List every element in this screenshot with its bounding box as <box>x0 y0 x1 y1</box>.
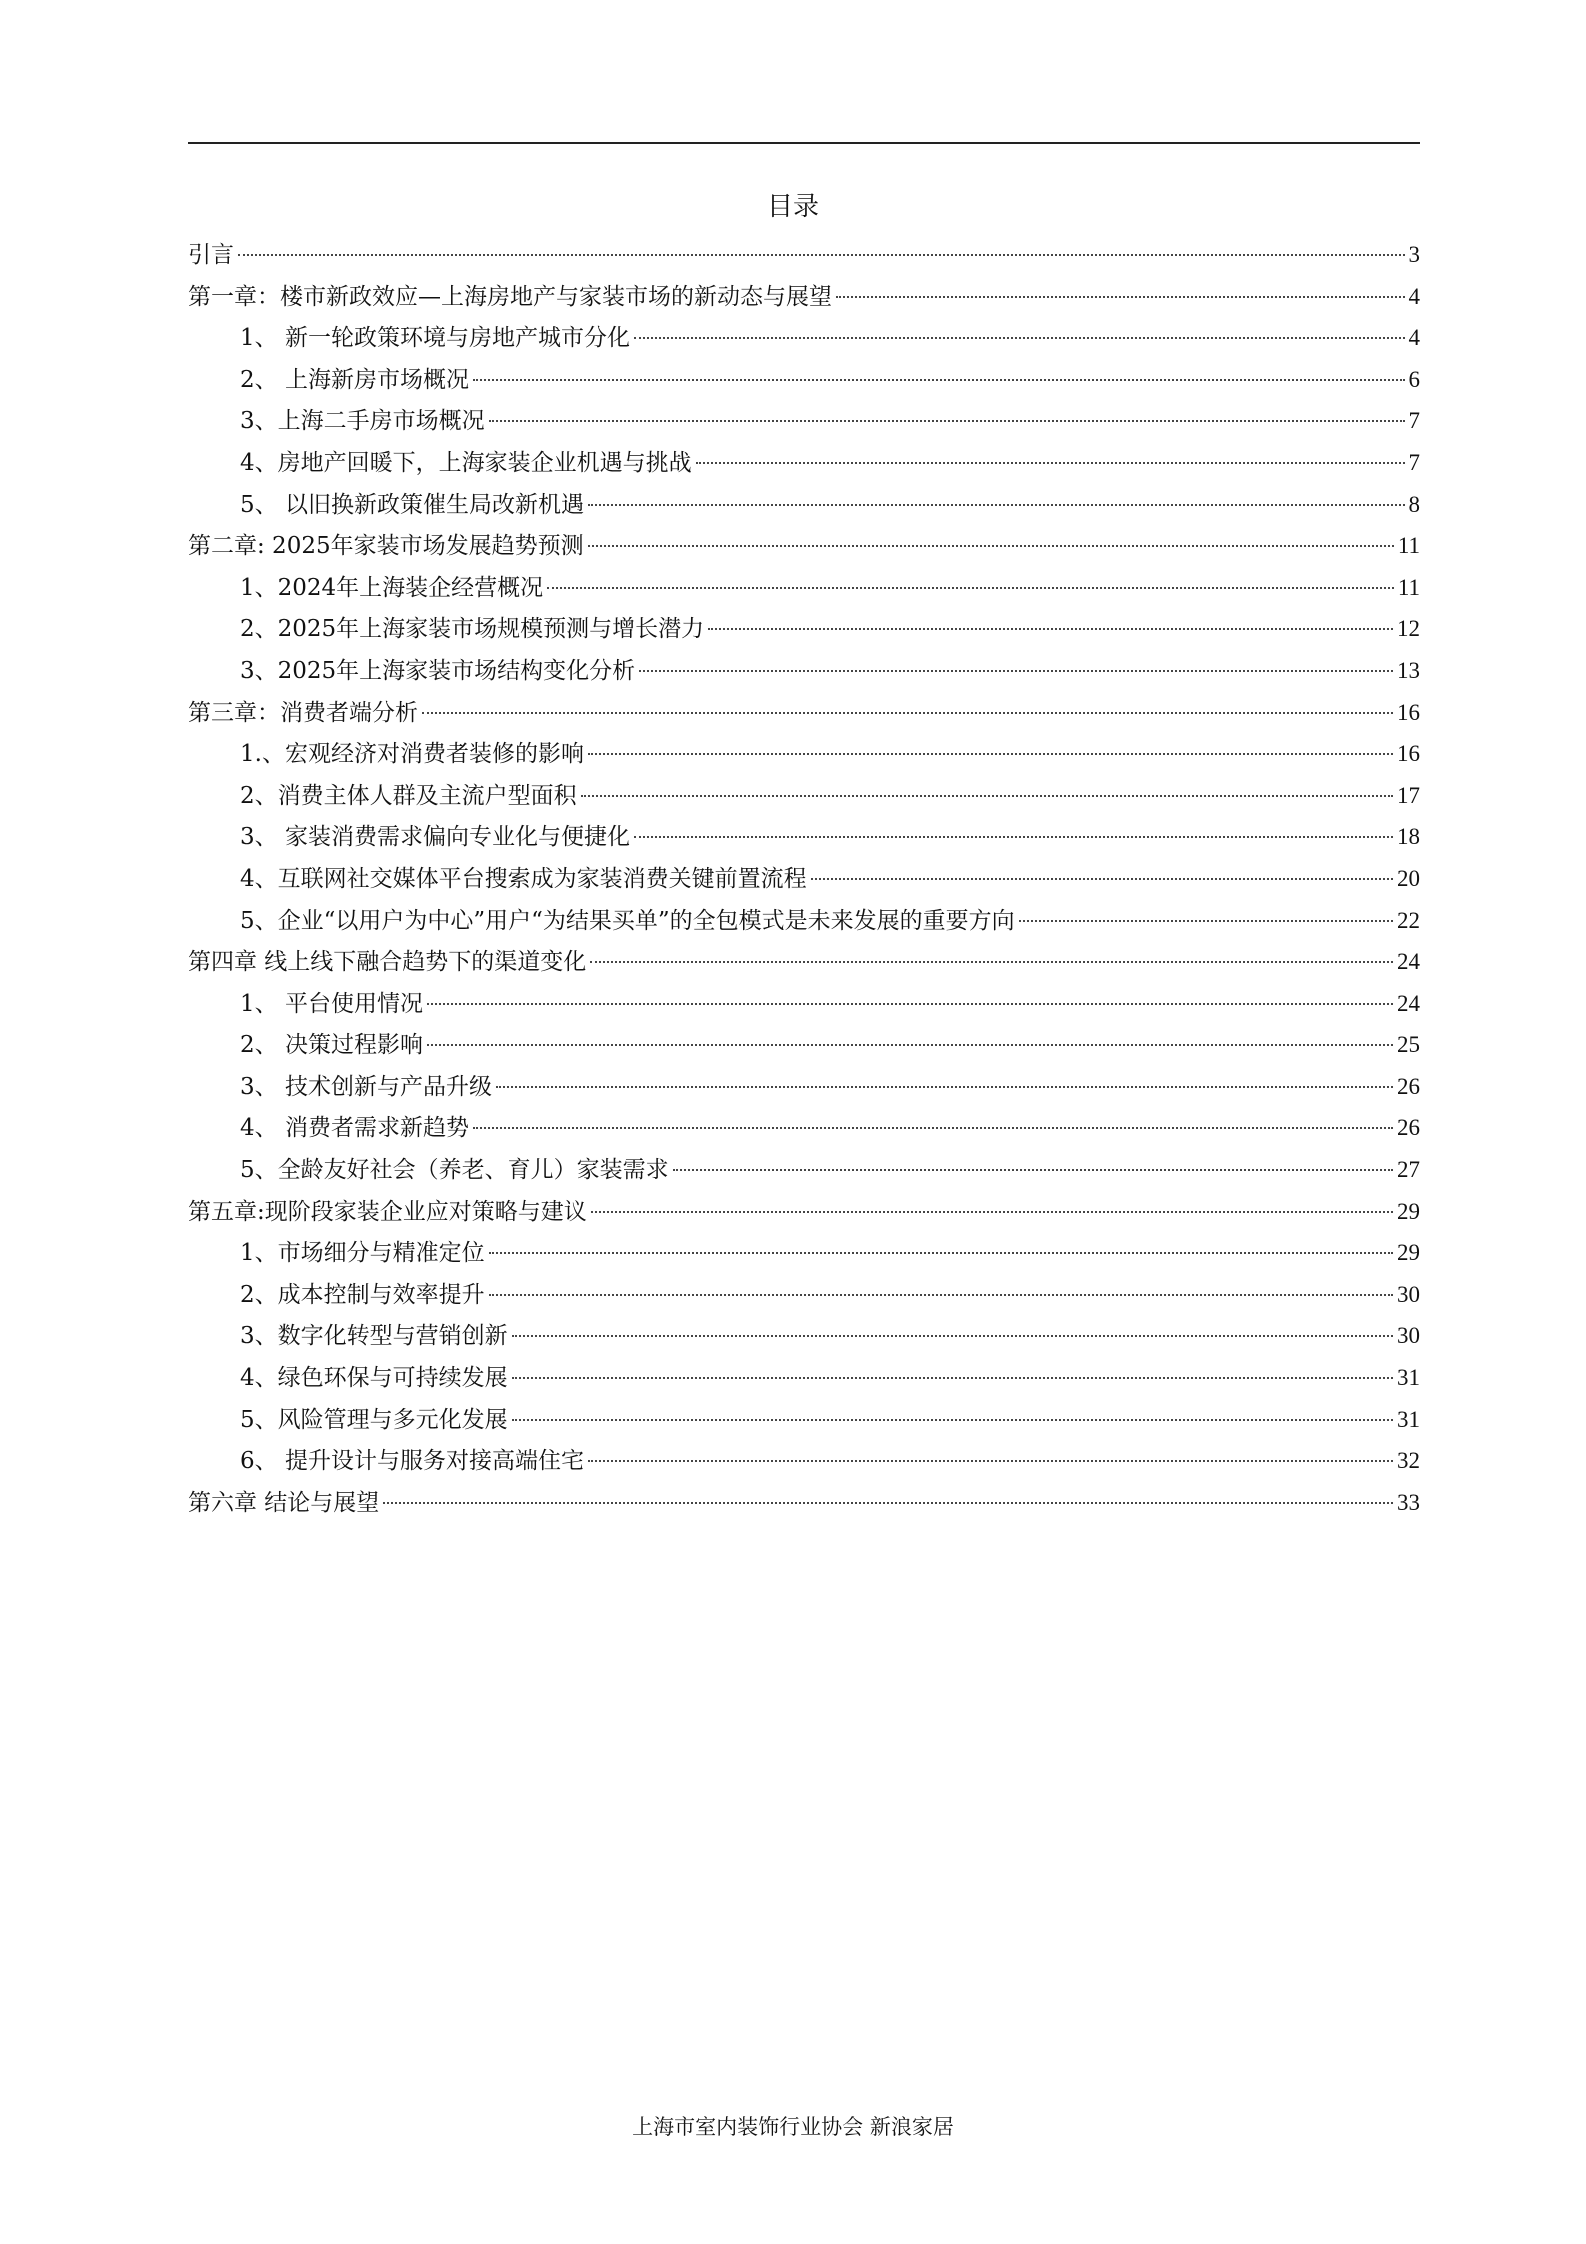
toc-chapter-entry[interactable] <box>188 525 1420 567</box>
toc-subentry[interactable] <box>188 1232 1420 1274</box>
toc-subentry[interactable] <box>188 1024 1420 1066</box>
toc-page-number: 12 <box>1397 616 1420 642</box>
dot-leader <box>1019 919 1393 922</box>
dot-leader <box>581 794 1393 797</box>
toc-entry-title: 5、全龄友好社会（养老、育儿）家装需求 <box>240 1157 669 1184</box>
dot-leader <box>238 253 1405 256</box>
toc-subentry[interactable] <box>188 1149 1420 1191</box>
toc-subentry[interactable] <box>188 1315 1420 1357</box>
toc-subentry[interactable] <box>188 858 1420 900</box>
dot-leader <box>588 544 1394 547</box>
dot-leader <box>489 1293 1393 1296</box>
dot-leader <box>512 1418 1393 1421</box>
toc-page-number: 27 <box>1397 1157 1420 1183</box>
toc-entry-title: 1.、宏观经济对消费者装修的影响 <box>240 741 584 768</box>
toc-chapter-entry[interactable] <box>188 941 1420 983</box>
toc-entry-title: 1、 新一轮政策环境与房地产城市分化 <box>240 325 630 352</box>
toc-subentry[interactable] <box>188 317 1420 359</box>
dot-leader <box>696 461 1405 464</box>
dot-leader <box>512 1334 1393 1337</box>
toc-subentry[interactable] <box>188 650 1420 692</box>
toc-entry-title: 1、 平台使用情况 <box>240 990 423 1017</box>
toc-entry-title: 第一章：楼市新政效应—上海房地产与家装市场的新动态与展望 <box>188 283 832 310</box>
toc-entry-title: 1、2024年上海装企经营概况 <box>240 574 544 601</box>
toc-page-number: 3 <box>1408 242 1420 267</box>
dot-leader <box>547 586 1394 589</box>
toc-page-number: 7 <box>1408 449 1420 475</box>
dot-leader <box>427 1043 1393 1046</box>
dot-leader <box>708 627 1393 630</box>
toc-page-number: 29 <box>1397 1198 1420 1224</box>
toc-subentry[interactable] <box>188 775 1420 817</box>
dot-leader <box>634 835 1393 838</box>
dot-leader <box>591 1210 1393 1213</box>
toc-page-number: 31 <box>1397 1406 1420 1432</box>
toc-entry-title: 2、成本控制与效率提升 <box>240 1281 485 1308</box>
toc-entry-title: 4、 消费者需求新趋势 <box>240 1115 469 1142</box>
toc-subentry[interactable] <box>188 1399 1420 1441</box>
dot-leader <box>473 378 1405 381</box>
toc-page-number: 32 <box>1397 1448 1420 1474</box>
toc-subentry[interactable] <box>188 608 1420 650</box>
toc-page-number: 16 <box>1397 741 1420 767</box>
toc-page-number: 26 <box>1397 1115 1420 1141</box>
toc-page-number: 30 <box>1397 1281 1420 1307</box>
dot-leader <box>588 752 1393 755</box>
toc-entry-title: 4、绿色环保与可持续发展 <box>240 1365 508 1392</box>
toc-subentry[interactable] <box>188 1440 1420 1482</box>
toc-entry-title: 4、房地产回暖下，上海家装企业机遇与挑战 <box>240 449 692 476</box>
toc-page-number: 26 <box>1397 1073 1420 1099</box>
toc-page-number: 4 <box>1408 283 1420 309</box>
dot-leader <box>588 503 1405 506</box>
dot-leader <box>473 1126 1393 1129</box>
toc-subentry[interactable] <box>188 442 1420 484</box>
toc-chapter-entry[interactable] <box>188 234 1420 276</box>
toc-page-number: 6 <box>1408 366 1420 392</box>
toc-entry-title: 5、企业“以用户为中心”用户“为结果买单”的全包模式是未来发展的重要方向 <box>240 907 1015 934</box>
toc-entry-title: 3、数字化转型与营销创新 <box>240 1323 508 1350</box>
toc-entry-title: 5、 以旧换新政策催生局改新机遇 <box>240 491 584 518</box>
toc-page-number: 11 <box>1397 574 1420 600</box>
dot-leader <box>512 1376 1393 1379</box>
dot-leader <box>489 419 1405 422</box>
dot-leader <box>496 1085 1393 1088</box>
header-rule <box>188 142 1420 144</box>
toc-page-number: 11 <box>1397 533 1420 559</box>
toc-entry-title: 2、 决策过程影响 <box>240 1032 423 1059</box>
toc-entry-title: 6、 提升设计与服务对接高端住宅 <box>240 1448 584 1475</box>
toc-page-number: 24 <box>1397 990 1420 1016</box>
toc-chapter-entry[interactable] <box>188 1191 1420 1233</box>
toc-page-number: 8 <box>1408 491 1420 517</box>
toc-entry-title: 3、上海二手房市场概况 <box>240 408 485 435</box>
toc-entry-title: 2、 上海新房市场概况 <box>240 366 469 393</box>
toc-page-number: 16 <box>1397 699 1420 725</box>
toc-entry-title: 3、 技术创新与产品升级 <box>240 1073 492 1100</box>
toc-page-number: 30 <box>1397 1323 1420 1349</box>
toc-subentry[interactable] <box>188 1274 1420 1316</box>
toc-page-number: 24 <box>1397 949 1420 975</box>
toc-entry-title: 第四章 线上线下融合趋势下的渠道变化 <box>188 949 587 976</box>
dot-leader <box>836 295 1405 298</box>
toc-title: 目录 <box>766 192 819 222</box>
toc-entry-title: 第五章:现阶段家装企业应对策略与建议 <box>188 1198 587 1225</box>
toc-page-number: 13 <box>1397 657 1420 683</box>
dot-leader <box>639 669 1393 672</box>
toc-chapter-entry[interactable] <box>188 1482 1420 1524</box>
toc-page-number: 20 <box>1397 865 1420 891</box>
toc-entry-title: 2、2025年上海家装市场规模预测与增长潜力 <box>240 616 705 643</box>
dot-leader <box>427 1002 1393 1005</box>
toc-entry-title: 5、风险管理与多元化发展 <box>240 1406 508 1433</box>
toc-page-number: 33 <box>1397 1489 1420 1515</box>
toc-page-number: 25 <box>1397 1032 1420 1058</box>
toc-subentry[interactable] <box>188 567 1420 609</box>
dot-leader <box>590 960 1393 963</box>
toc-entry-title: 第六章 结论与展望 <box>188 1489 380 1516</box>
dot-leader <box>489 1251 1393 1254</box>
toc-entry-title: 引言 <box>188 242 234 268</box>
dot-leader <box>422 711 1393 714</box>
toc-subentry[interactable] <box>188 359 1420 401</box>
page-footer: 上海市室内装饰行业协会 新浪家居 <box>632 2115 954 2139</box>
toc-subentry[interactable] <box>188 816 1420 858</box>
toc-entry-title: 3、2025年上海家装市场结构变化分析 <box>240 657 636 684</box>
table-of-contents <box>188 234 1420 1523</box>
toc-entry-title: 第二章: 2025年家装市场发展趋势预测 <box>188 533 584 560</box>
dot-leader <box>383 1501 1393 1504</box>
toc-page-number: 22 <box>1397 907 1420 933</box>
toc-subentry[interactable] <box>188 1107 1420 1149</box>
toc-chapter-entry[interactable] <box>188 692 1420 734</box>
toc-subentry[interactable] <box>188 900 1420 942</box>
toc-entry-title: 1、市场细分与精准定位 <box>240 1240 485 1267</box>
toc-subentry[interactable] <box>188 400 1420 442</box>
toc-page-number: 4 <box>1408 325 1420 351</box>
toc-chapter-entry[interactable] <box>188 276 1420 318</box>
toc-entry-title: 第三章：消费者端分析 <box>188 699 418 726</box>
toc-subentry[interactable] <box>188 1066 1420 1108</box>
toc-subentry[interactable] <box>188 733 1420 775</box>
toc-subentry[interactable] <box>188 1357 1420 1399</box>
toc-page-number: 7 <box>1408 408 1420 434</box>
toc-subentry[interactable] <box>188 983 1420 1025</box>
toc-entry-title: 3、 家装消费需求偏向专业化与便捷化 <box>240 824 630 851</box>
toc-page-number: 29 <box>1397 1240 1420 1266</box>
toc-page-number: 31 <box>1397 1365 1420 1391</box>
dot-leader <box>811 877 1393 880</box>
toc-entry-title: 4、互联网社交媒体平台搜索成为家装消费关键前置流程 <box>240 865 807 892</box>
dot-leader <box>588 1459 1393 1462</box>
toc-entry-title: 2、消费主体人群及主流户型面积 <box>240 782 577 809</box>
toc-subentry[interactable] <box>188 484 1420 526</box>
toc-page-number: 18 <box>1397 824 1420 850</box>
toc-page-number: 17 <box>1397 782 1420 808</box>
dot-leader <box>673 1168 1393 1171</box>
dot-leader <box>634 336 1405 339</box>
